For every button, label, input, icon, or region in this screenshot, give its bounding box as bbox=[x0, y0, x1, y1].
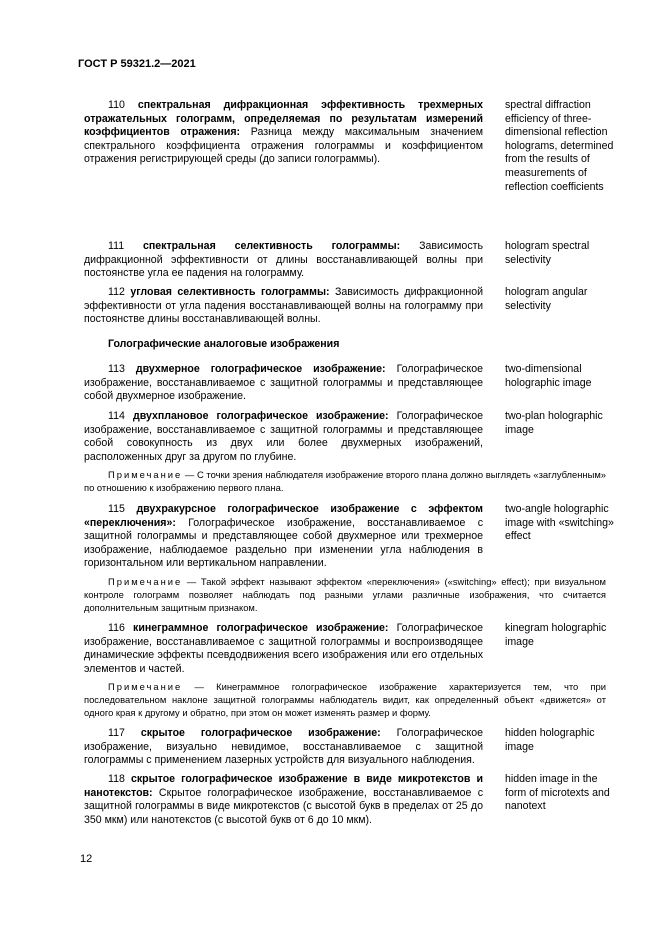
note-text: — С точки зрения наблюдателя изображение второго плана должно выглядеть «заглубленным» по отношению к изображению первого плана. bbox=[84, 469, 606, 493]
term-title: скрытое голографическое изображение: bbox=[140, 727, 381, 739]
page-number: 12 bbox=[80, 853, 93, 865]
term-entry-112 bbox=[84, 286, 483, 327]
note-1 bbox=[84, 469, 606, 495]
term-title: спектральная дифракционная эффективность трехмерных отражательных голограмм, определяемая по результатам измерений коэффициентов отражения: bbox=[84, 99, 483, 139]
term-title: двухракурсное голографическое изображение с эффектом «переключения»: bbox=[84, 503, 483, 529]
term-title: спектральная селективность голограммы: bbox=[143, 240, 401, 252]
term-number: 111 bbox=[108, 240, 125, 252]
document-header: ГОСТ Р 59321.2—2021 bbox=[78, 58, 196, 70]
term-entry-118 bbox=[84, 773, 483, 827]
term-english-111: hologram spectral selectivity bbox=[505, 240, 590, 266]
term-title: угловая селективность голограммы: bbox=[130, 286, 330, 298]
term-definition: Зависимость дифракционной эффективности от угла падения восстанавливающей волны на голограмму при постоянстве длины восстанавливающей волны. bbox=[84, 286, 484, 326]
term-english-113: two-dimensional holographic image bbox=[505, 363, 592, 389]
term-entry-111 bbox=[84, 240, 483, 281]
term-definition: Голографическое изображение, восстанавливаемое с защитной голограммы и представляющее собой двухмерное изображение. bbox=[84, 363, 483, 403]
term-definition: Голографическое изображение, восстанавливаемое с защитной голограммы и представляющее собой двухмерное или трехмерное изображение, наблюдаемое раздельно при изменении угла наблюдения в горизонтальном или вертикальном направлении. bbox=[84, 516, 483, 570]
note-2 bbox=[84, 576, 606, 614]
term-definition: Скрытое голографическое изображение, восстанавливаемое с защитной голограммы в виде микротекстов (с высотой букв в пределах от 25 до 350 мкм) или нанотекстов (с высотой букв от 6 до 10 мкм). bbox=[84, 786, 483, 826]
term-english-112: hologram angular selectivity bbox=[505, 286, 588, 312]
term-title: двухмерное голографическое изображение: bbox=[135, 363, 386, 375]
term-title: двухплановое голографическое изображение: bbox=[132, 410, 389, 422]
note-label: Примечание bbox=[108, 469, 183, 480]
note-text: — Такой эффект называют эффектом «переключения» («switching» effect); при визуальном контроле голограмм позволяет наблюдать под разными углами различные изображения, что считается дополнительным защитным признаком. bbox=[84, 576, 606, 613]
term-english-118: hidden image in the form of microtexts and nanotext bbox=[505, 773, 610, 813]
note-3 bbox=[84, 681, 606, 719]
term-entry-110 bbox=[84, 99, 483, 167]
term-number: 115 bbox=[108, 503, 125, 515]
term-english-116: kinegram holographic image bbox=[505, 622, 607, 648]
term-number: 117 bbox=[108, 727, 125, 739]
term-entry-116 bbox=[84, 622, 483, 676]
note-text: — Кинеграммное голографическое изображение характеризуется тем, что при последовательном наклоне защитной голограммы наблюдатель видит, как определенный объект «движется» от одного края к другому и обратно, при этом он может изменять размер и форму. bbox=[84, 681, 606, 718]
term-definition: Голографическое изображение, восстанавливаемое с защитной голограммы и воспроизводящее динамические эффекты псевдодвижения всего изображения или его отдельных элементов и частей. bbox=[84, 622, 483, 675]
term-definition: Голографическое изображение, восстанавливаемое с защитной голограммы и представляющее собой совокупность из двух или более двухмерных изображений, расположенных друг за другом по глубине. bbox=[84, 410, 483, 463]
term-english-114: two-plan holographic image bbox=[505, 410, 603, 436]
term-title: кинеграммное голографическое изображение: bbox=[133, 622, 389, 634]
term-number: 112 bbox=[108, 286, 125, 298]
term-number: 110 bbox=[108, 99, 125, 111]
section-title: Голографические аналоговые изображения bbox=[108, 338, 340, 350]
term-number: 118 bbox=[108, 773, 125, 785]
term-english-110: spectral diffraction efficiency of three-dimensional reflection holograms, determined from the results of measurements of reflection coefficients bbox=[505, 99, 614, 193]
term-entry-117 bbox=[84, 727, 483, 768]
term-number: 114 bbox=[108, 410, 125, 422]
term-entry-114 bbox=[84, 410, 483, 464]
term-definition: Разница между максимальным значением спектрального коэффициента отражения голограммы и коэффициентом отражения регистрирующей среды (до записи голограммы). bbox=[84, 126, 484, 166]
term-title: скрытое голографическое изображение в виде микротекстов и нанотекстов: bbox=[84, 773, 483, 799]
term-definition: Зависимость дифракционной эффективности от длины восстанавливающей волны при постоянстве угла ее падения на голограмму. bbox=[84, 240, 483, 280]
note-label: Примечание bbox=[108, 576, 183, 587]
term-entry-115 bbox=[84, 503, 483, 571]
term-entry-113 bbox=[84, 363, 483, 404]
term-english-117: hidden holographic image bbox=[505, 727, 595, 753]
term-number: 113 bbox=[108, 363, 125, 375]
term-english-115: two-angle holographic image with «switching» effect bbox=[505, 503, 614, 543]
term-definition: Голографическое изображение, визуально невидимое, восстанавливаемое с защитной голограммы с применением лазерных устройств для визуального наблюдения. bbox=[84, 727, 483, 767]
term-number: 116 bbox=[108, 622, 125, 634]
note-label: Примечание bbox=[108, 681, 183, 692]
